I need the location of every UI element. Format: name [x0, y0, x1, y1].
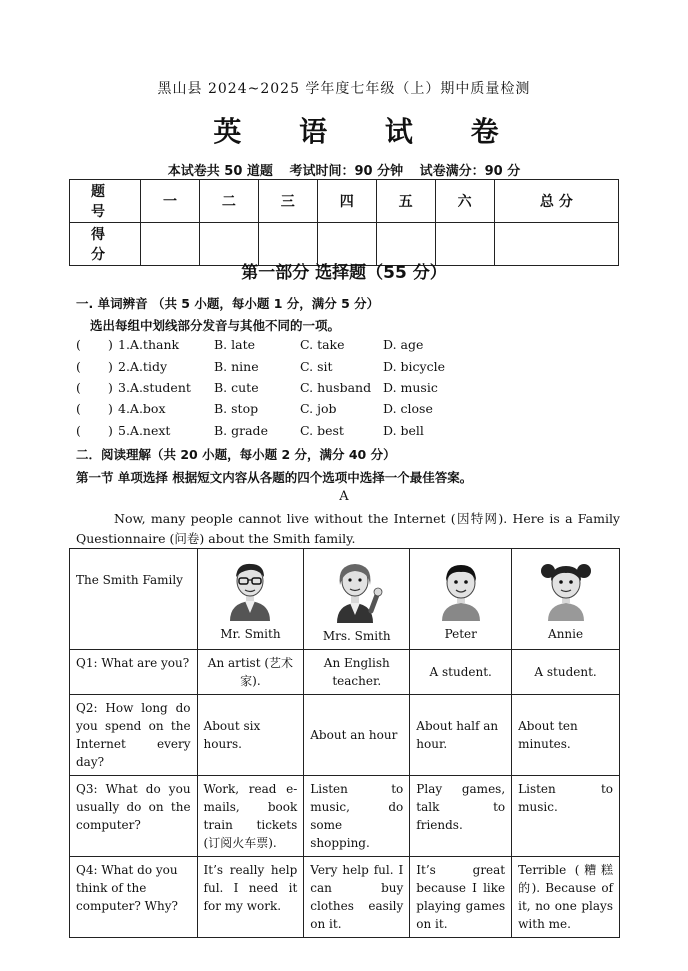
- answer-paren-open: (: [76, 401, 81, 416]
- person-column: [410, 549, 512, 650]
- option-b: B. late: [214, 337, 256, 352]
- score-col-3: 三: [258, 180, 317, 223]
- question-row: [76, 401, 636, 421]
- person-column: [197, 549, 304, 650]
- score-table: [69, 179, 619, 266]
- option-c: C. husband: [300, 380, 372, 395]
- score-col-2: 二: [199, 180, 258, 223]
- answer-paren-open: (: [76, 423, 81, 438]
- option-a: 4.A.box: [118, 401, 166, 416]
- annie-icon: [539, 559, 593, 621]
- question-row: [76, 359, 636, 379]
- answer-cell: About an hour: [304, 695, 410, 776]
- option-c: C. sit: [300, 359, 333, 374]
- answer-paren-close: ): [108, 401, 113, 416]
- answer-cell: It’s really help ful. I need it for my work.: [197, 857, 304, 938]
- option-d: D. music: [383, 380, 438, 395]
- mrs-smith-icon: [331, 559, 383, 623]
- option-d: D. bicycle: [383, 359, 445, 374]
- page-title: 英 语 试 卷: [213, 115, 523, 148]
- score-col-4: 四: [317, 180, 376, 223]
- option-a: 1.A.thank: [118, 337, 180, 352]
- person-column: [304, 549, 410, 650]
- option-c: C. job: [300, 401, 337, 416]
- question-cell: Q4: What do you think of the computer? Why?: [70, 857, 198, 938]
- score-col-1: 一: [141, 180, 200, 223]
- person-name: Annie: [548, 627, 584, 641]
- answer-cell: About ten minutes.: [512, 695, 620, 776]
- table-corner: The Smith Family: [70, 549, 198, 650]
- answer-cell: An English teacher.: [304, 650, 410, 695]
- answer-cell: Work, read e-mails, book train tickets (订阅火车票).: [197, 776, 304, 857]
- answer-cell: Very help ful. I can buy clothes easily on it.: [304, 857, 410, 938]
- answer-paren-close: ): [108, 337, 113, 352]
- option-d: D. age: [383, 337, 424, 352]
- option-d: D. close: [383, 401, 433, 416]
- option-b: B. nine: [214, 359, 259, 374]
- table-row: [70, 650, 620, 695]
- score-row-label: 题 号: [70, 180, 141, 223]
- answer-paren-close: ): [108, 359, 113, 374]
- section1-instruction: 选出每组中划线部分发音与其他不同的一项。: [90, 318, 341, 333]
- question-row: [76, 380, 636, 400]
- answer-cell: An artist (艺术家).: [197, 650, 304, 695]
- person-name: Peter: [444, 627, 477, 641]
- question-cell: Q1: What are you?: [70, 650, 198, 695]
- answer-paren-open: (: [76, 337, 81, 352]
- option-a: 2.A.tidy: [118, 359, 168, 374]
- table-row: [70, 695, 620, 776]
- option-c: C. best: [300, 423, 344, 438]
- option-b: B. cute: [214, 380, 259, 395]
- table-row: [70, 857, 620, 938]
- option-c: C. take: [300, 337, 345, 352]
- score-col-6: 六: [435, 180, 494, 223]
- answer-paren-close: ): [108, 380, 113, 395]
- section2-heading: 二．阅读理解（共 20 小题，每小题 2 分，满分 40 分）: [76, 447, 396, 462]
- exam-info: [0, 160, 688, 179]
- option-a: 5.A.next: [118, 423, 171, 438]
- option-d: D. bell: [383, 423, 424, 438]
- answer-cell: Terrible (糟糕的). Because of it, no one plays with me.: [512, 857, 620, 938]
- score-col-total: 总 分: [494, 180, 618, 223]
- answer-cell: A student.: [410, 650, 512, 695]
- answer-cell: About half an hour.: [410, 695, 512, 776]
- answer-cell: About six hours.: [197, 695, 304, 776]
- info-time: 考试时间：90 分钟: [289, 164, 404, 179]
- passage-text: Now, many people cannot live without the Internet (因特网). Here is a Family Questionnaire (问卷) about the Smith family.: [76, 511, 620, 546]
- score-table-header-row: [70, 180, 619, 223]
- answer-cell: Play games, talk to friends.: [410, 776, 512, 857]
- answer-paren-open: (: [76, 359, 81, 374]
- person-column: [512, 549, 620, 650]
- option-b: B. stop: [214, 401, 259, 416]
- county-exam-title: 黑山县 2024~2025 学年度七年级（上）期中质量检测: [157, 81, 531, 97]
- smith-header-row: [70, 549, 620, 650]
- table-row: [70, 776, 620, 857]
- question-cell: Q3: What do you usually do on the computer?: [70, 776, 198, 857]
- question-row: [76, 423, 636, 443]
- info-full-score: 试卷满分：90 分: [419, 164, 521, 179]
- score-row-label: 得 分: [70, 223, 141, 266]
- section2-subheading: 第一节 单项选择 根据短文内容从各题的四个选项中选择一个最佳答案。: [76, 470, 473, 485]
- answer-paren-close: ): [108, 423, 113, 438]
- answer-paren-open: (: [76, 380, 81, 395]
- mr-smith-icon: [225, 559, 275, 621]
- option-a: 3.A.student: [118, 380, 191, 395]
- question-cell: Q2: How long do you spend on the Internet every day?: [70, 695, 198, 776]
- question-row: [76, 337, 636, 357]
- part1-title: 第一部分 选择题（55 分）: [241, 263, 447, 283]
- section1-heading: 一. 单词辨音 （共 5 小题，每小题 1 分，满分 5 分）: [76, 296, 380, 311]
- peter-icon: [436, 559, 486, 621]
- info-question-count: 本试卷共 50 道题: [167, 164, 273, 179]
- smith-family-table: [69, 548, 620, 938]
- score-col-5: 五: [376, 180, 435, 223]
- passage-letter: A: [339, 489, 349, 504]
- answer-cell: A student.: [512, 650, 620, 695]
- person-name: Mrs. Smith: [322, 629, 391, 643]
- option-b: B. grade: [214, 423, 268, 438]
- answer-cell: Listen to music.: [512, 776, 620, 857]
- answer-cell: Listen to music, do some shopping.: [304, 776, 410, 857]
- answer-cell: It’s great because I like playing games on it.: [410, 857, 512, 938]
- person-name: Mr. Smith: [220, 627, 281, 641]
